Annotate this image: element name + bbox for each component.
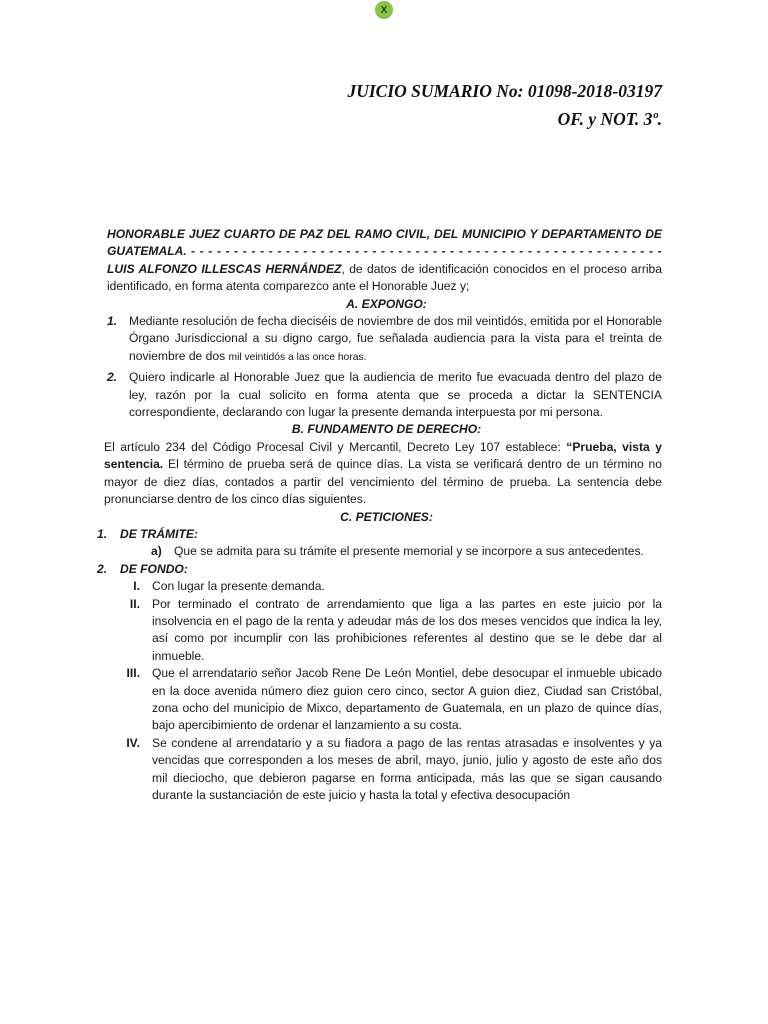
- fundamento-text: El artículo 234 del Código Procesal Civil y Mercantil, Decreto Ley 107 establece:: [104, 439, 567, 454]
- office-heading: OF. y NOT. 3º.: [557, 109, 662, 129]
- fondo-item-3: [107, 665, 662, 735]
- roman-numeral: IV.: [126, 735, 140, 750]
- tramite-item-a: [107, 543, 662, 560]
- heading-number: 1.: [97, 526, 108, 541]
- heading-label: DE TRÁMITE:: [120, 526, 198, 541]
- expongo-item-2: [107, 369, 662, 421]
- section-b-title: B. FUNDAMENTO DE DERECHO:: [291, 422, 482, 437]
- addressee: HONORABLE JUEZ CUARTO DE PAZ DEL RAMO CIVIL, DEL MUNICIPIO Y DEPARTAMENTO DE GUATEMALA.: [107, 227, 662, 259]
- expongo-item-1: [107, 313, 662, 366]
- item-text: Que se admita para su trámite el presente memorial y se incorpore a sus antecedentes.: [174, 544, 644, 559]
- intro-paragraph: [107, 226, 662, 296]
- item-letter: a): [151, 544, 162, 559]
- fundamento-paragraph: [104, 439, 662, 509]
- close-button[interactable]: x: [375, 1, 393, 19]
- item-number: 1.: [107, 314, 118, 329]
- fondo-item-4: [107, 735, 662, 805]
- fondo-heading: [97, 561, 662, 578]
- heading-label: DE FONDO:: [120, 561, 188, 576]
- fondo-item-1: [107, 578, 662, 595]
- intro-text: , de datos de identificación conocidos en el proceso arriba identificado, en forma atenta comparezco ante el Honorable Juez y;: [107, 261, 662, 294]
- case-number-heading: JUICIO SUMARIO No: 01098-2018-03197: [347, 81, 662, 101]
- item-text: Quiero indicarle al Honorable Juez que la audiencia de merito fue evacuada dentro del plazo de ley, razón por la cual solicito en forma atenta que se proceda a dictar la SENTENCIA correspondiente, declarando con lugar la presente demanda interpuesta por mi persona.: [129, 370, 662, 420]
- fundamento-quote-title: “Prueba, vista y sentencia.: [104, 439, 662, 472]
- item-text: Con lugar la presente demanda.: [152, 579, 325, 594]
- item-text: Por terminado el contrato de arrendamiento que liga a las partes en este juicio por la insolvencia en el pago de la renta y adeudar más de los dos meses vencidos que indica la ley, así como por incumplir con las prohibiciones referentes al destino que se le debe dar al inmueble.: [152, 596, 662, 663]
- section-a-title: A. EXPONGO:: [346, 296, 427, 311]
- item-text: Mediante resolución de fecha dieciséis de noviembre de dos mil veintidós, emitida por el Honorable Órgano Jurisdiccional a su digno cargo, fue señalada audiencia para la vista para el treinta de noviembre de dos: [129, 314, 662, 363]
- heading-number: 2.: [97, 561, 108, 576]
- item-text-small: mil veintidós a las once horas.: [228, 351, 367, 363]
- item-number: 2.: [107, 370, 118, 385]
- section-c-title: C. PETICIONES:: [340, 509, 433, 524]
- fondo-item-2: [107, 596, 662, 666]
- dash-filler: - - - - - - - - - - - - - - - - - - - - - - - - - - - - - - - - - - - - - - - - - - - - - - - - - - - - - - -: [186, 244, 662, 259]
- petitioner-name: LUIS ALFONZO ILLESCAS HERNÁNDEZ: [107, 261, 342, 276]
- fundamento-text-rest: El término de prueba será de quince días. La vista se verificará dentro de un término no mayor de diez días, contados a partir del vencimiento del término de prueba. La sentencia debe pronunciarse dentro de los cinco días siguientes.: [104, 457, 662, 507]
- item-text: Se condene al arrendatario y a su fiadora a pago de las rentas atrasadas e insolventes y ya vencidas que corresponden a los meses de abril, mayo, junio, julio y agosto de este año dos mil dieciocho, que debieron pagarse en forma anticipada, más las que se sigan causando durante la sustanciación de este juicio y hasta la total y efectiva desocupación: [152, 735, 662, 802]
- item-text: Que el arrendatario señor Jacob Rene De León Montiel, debe desocupar el inmueble ubicado en la doce avenida número diez guion cero cinco, sector A guion diez, Ciudad san Cristóbal, zona ocho del municipio de Mixco, departamento de Guatemala, en un plazo de quince días, bajo apercibimiento de ordenar el lanzamiento a su costa.: [152, 666, 662, 733]
- document-body: [97, 226, 662, 804]
- tramite-heading: [97, 526, 662, 543]
- roman-numeral: I.: [133, 579, 140, 594]
- roman-numeral: II.: [129, 596, 140, 611]
- roman-numeral: III.: [126, 666, 140, 681]
